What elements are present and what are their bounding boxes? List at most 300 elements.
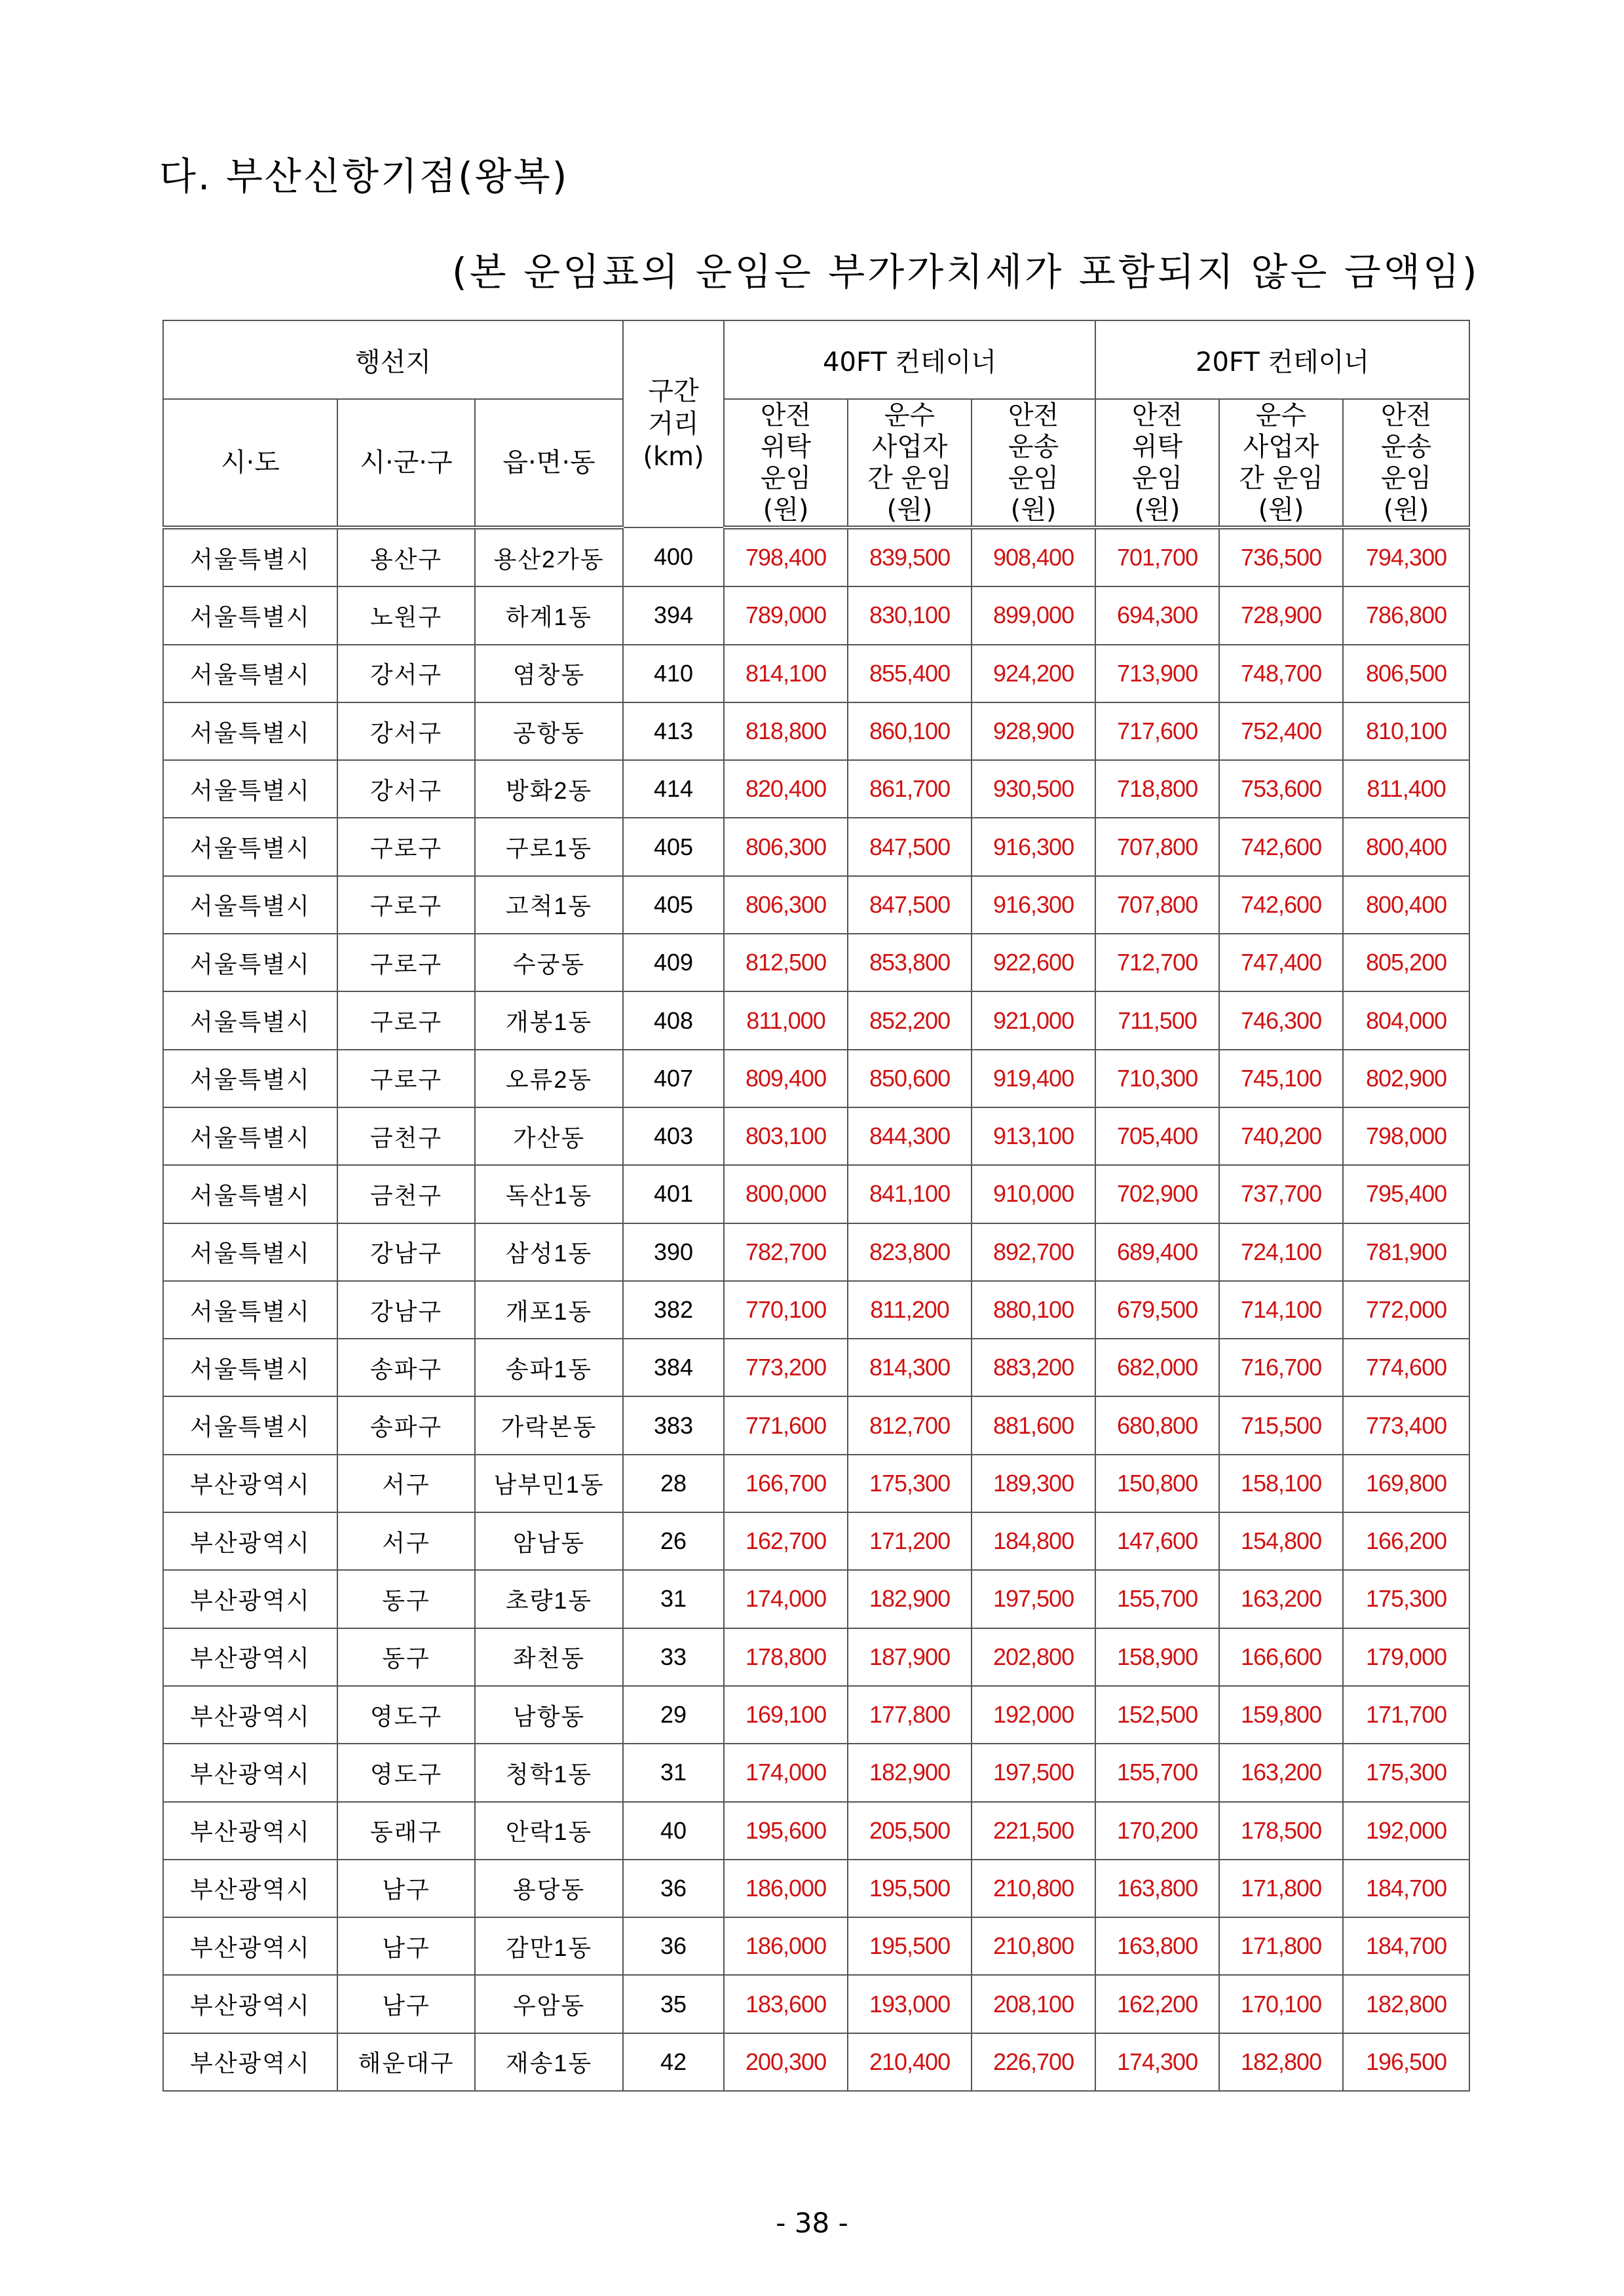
distance-cell: 40 [623,1802,724,1860]
rate-40ft-safe-transport-cell: 189,300 [972,1455,1095,1512]
sigungu-cell: 구로구 [337,991,475,1049]
sido-cell: 서울특별시 [163,1281,337,1339]
eupmyeondong-cell: 남항동 [475,1686,623,1744]
sigungu-cell: 남구 [337,1917,475,1975]
sido-cell: 부산광역시 [163,1802,337,1860]
rate-40ft-carrier-cell: 187,900 [848,1628,972,1686]
header-40ft-safe-consign-rate [724,399,848,527]
rate-20ft-safe-transport-cell: 810,100 [1343,702,1469,760]
sigungu-cell: 금천구 [337,1165,475,1223]
rate-40ft-carrier-cell: 853,800 [848,934,972,991]
rate-40ft-carrier-cell: 847,500 [848,876,972,934]
rate-20ft-safe-transport-cell: 805,200 [1343,934,1469,991]
sigungu-cell: 동래구 [337,1802,475,1860]
rate-40ft-safe-consign-cell: 186,000 [724,1860,848,1917]
rate-40ft-safe-consign-cell: 195,600 [724,1802,848,1860]
rate-20ft-safe-consign-cell: 713,900 [1095,645,1219,702]
rate-40ft-safe-transport-cell: 908,400 [972,527,1095,586]
rate-20ft-safe-transport-cell: 786,800 [1343,586,1469,644]
eupmyeondong-cell: 송파1동 [475,1339,623,1396]
rate-40ft-safe-transport-cell: 226,700 [972,2033,1095,2091]
rate-40ft-safe-transport-cell: 210,800 [972,1917,1095,1975]
distance-cell: 382 [623,1281,724,1339]
table-row [163,1802,1469,1860]
rate-40ft-safe-consign-cell: 162,700 [724,1512,848,1570]
header-line: 간 운임 [867,463,952,493]
sigungu-cell: 구로구 [337,876,475,934]
rate-40ft-safe-transport-cell: 197,500 [972,1744,1095,1801]
table-row [163,1628,1469,1686]
rate-20ft-safe-consign-cell: 680,800 [1095,1396,1219,1454]
rate-40ft-carrier-cell: 177,800 [848,1686,972,1744]
header-line: (원) [1258,495,1304,525]
rate-20ft-safe-transport-cell: 182,800 [1343,1975,1469,2033]
rate-40ft-safe-consign-cell: 800,000 [724,1165,848,1223]
header-40ft-safe-transport-rate [972,399,1095,527]
sigungu-cell: 강남구 [337,1223,475,1281]
rate-20ft-carrier-cell: 745,100 [1219,1050,1343,1107]
rate-20ft-carrier-cell: 170,100 [1219,1975,1343,2033]
table-row [163,1281,1469,1339]
table-row [163,1975,1469,2033]
distance-cell: 409 [623,934,724,991]
distance-cell: 405 [623,876,724,934]
rate-40ft-carrier-cell: 182,900 [848,1744,972,1801]
table-row [163,934,1469,991]
table-row [163,1860,1469,1917]
rate-40ft-carrier-cell: 841,100 [848,1165,972,1223]
distance-cell: 35 [623,1975,724,2033]
eupmyeondong-cell: 독산1동 [475,1165,623,1223]
sido-cell: 서울특별시 [163,645,337,702]
sigungu-cell: 구로구 [337,818,475,875]
rate-40ft-safe-transport-cell: 922,600 [972,934,1095,991]
rate-20ft-safe-consign-cell: 707,800 [1095,876,1219,934]
vat-note: (본 운임표의 운임은 부가가치세가 포함되지 않은 금액임) [452,250,1480,294]
rate-40ft-safe-transport-cell: 919,400 [972,1050,1095,1107]
rate-40ft-carrier-cell: 171,200 [848,1512,972,1570]
rate-40ft-carrier-cell: 860,100 [848,702,972,760]
sido-cell: 서울특별시 [163,876,337,934]
rate-20ft-safe-consign-cell: 162,200 [1095,1975,1219,2033]
eupmyeondong-cell: 용당동 [475,1860,623,1917]
rate-40ft-safe-consign-cell: 178,800 [724,1628,848,1686]
header-line: 운송 [1380,432,1432,462]
rate-40ft-safe-transport-cell: 184,800 [972,1512,1095,1570]
eupmyeondong-cell: 삼성1동 [475,1223,623,1281]
rate-40ft-carrier-cell: 175,300 [848,1455,972,1512]
rate-20ft-safe-consign-cell: 174,300 [1095,2033,1219,2091]
header-line: (원) [1134,495,1180,525]
rate-20ft-safe-transport-cell: 804,000 [1343,991,1469,1049]
rate-20ft-carrier-cell: 171,800 [1219,1860,1343,1917]
header-distance-line: 거리 [648,409,699,439]
distance-cell: 28 [623,1455,724,1512]
sido-cell: 서울특별시 [163,760,337,818]
rate-40ft-safe-consign-cell: 811,000 [724,991,848,1049]
distance-cell: 383 [623,1396,724,1454]
rate-20ft-carrier-cell: 746,300 [1219,991,1343,1049]
rate-20ft-carrier-cell: 742,600 [1219,876,1343,934]
rate-20ft-carrier-cell: 171,800 [1219,1917,1343,1975]
table-row [163,1339,1469,1396]
rate-20ft-safe-consign-cell: 155,700 [1095,1570,1219,1628]
header-line: 운송 [1008,432,1059,462]
table-row [163,702,1469,760]
rate-40ft-safe-transport-cell: 197,500 [972,1570,1095,1628]
rate-40ft-carrier-cell: 210,400 [848,2033,972,2091]
distance-cell: 31 [623,1570,724,1628]
rate-20ft-carrier-cell: 163,200 [1219,1744,1343,1801]
sido-cell: 서울특별시 [163,1050,337,1107]
table-row [163,1050,1469,1107]
sigungu-cell: 구로구 [337,934,475,991]
sido-cell: 서울특별시 [163,934,337,991]
rate-20ft-safe-transport-cell: 794,300 [1343,527,1469,586]
sido-cell: 서울특별시 [163,1339,337,1396]
sigungu-cell: 송파구 [337,1339,475,1396]
distance-cell: 390 [623,1223,724,1281]
header-line: (원) [1383,495,1429,525]
rate-20ft-safe-transport-cell: 192,000 [1343,1802,1469,1860]
header-line: 위탁 [1131,432,1183,462]
sigungu-cell: 동구 [337,1570,475,1628]
rate-20ft-carrier-cell: 715,500 [1219,1396,1343,1454]
distance-cell: 36 [623,1860,724,1917]
rate-20ft-safe-transport-cell: 171,700 [1343,1686,1469,1744]
header-sigungu: 시·군·구 [337,399,475,527]
sido-cell: 부산광역시 [163,1917,337,1975]
sigungu-cell: 동구 [337,1628,475,1686]
rate-20ft-safe-transport-cell: 795,400 [1343,1165,1469,1223]
rate-20ft-safe-transport-cell: 175,300 [1343,1744,1469,1801]
sido-cell: 부산광역시 [163,1570,337,1628]
eupmyeondong-cell: 방화2동 [475,760,623,818]
rate-20ft-carrier-cell: 178,500 [1219,1802,1343,1860]
header-40ft-carrier-rate [848,399,972,527]
rate-20ft-safe-transport-cell: 179,000 [1343,1628,1469,1686]
rate-40ft-safe-consign-cell: 174,000 [724,1570,848,1628]
sido-cell: 서울특별시 [163,1165,337,1223]
eupmyeondong-cell: 공항동 [475,702,623,760]
eupmyeondong-cell: 수궁동 [475,934,623,991]
rate-40ft-carrier-cell: 847,500 [848,818,972,875]
rate-40ft-safe-consign-cell: 186,000 [724,1917,848,1975]
rate-40ft-safe-consign-cell: 812,500 [724,934,848,991]
table-row [163,876,1469,934]
rate-40ft-carrier-cell: 830,100 [848,586,972,644]
eupmyeondong-cell: 구로1동 [475,818,623,875]
sido-cell: 서울특별시 [163,1396,337,1454]
sigungu-cell: 남구 [337,1975,475,2033]
distance-cell: 408 [623,991,724,1049]
rate-40ft-safe-consign-cell: 818,800 [724,702,848,760]
header-line: 간 운임 [1239,463,1323,493]
rate-40ft-safe-consign-cell: 174,000 [724,1744,848,1801]
header-line: 안전 [1380,400,1432,430]
distance-cell: 410 [623,645,724,702]
eupmyeondong-cell: 가산동 [475,1107,623,1165]
rate-20ft-safe-transport-cell: 169,800 [1343,1455,1469,1512]
sigungu-cell: 강서구 [337,702,475,760]
rate-40ft-safe-transport-cell: 924,200 [972,645,1095,702]
eupmyeondong-cell: 개봉1동 [475,991,623,1049]
rate-20ft-carrier-cell: 724,100 [1219,1223,1343,1281]
rate-20ft-carrier-cell: 154,800 [1219,1512,1343,1570]
table-row [163,1223,1469,1281]
sigungu-cell: 구로구 [337,1050,475,1107]
rate-40ft-safe-consign-cell: 806,300 [724,876,848,934]
rate-40ft-carrier-cell: 844,300 [848,1107,972,1165]
rate-table-container [162,320,1469,2092]
rate-40ft-safe-consign-cell: 798,400 [724,527,848,586]
sigungu-cell: 송파구 [337,1396,475,1454]
sigungu-cell: 영도구 [337,1744,475,1801]
rate-20ft-carrier-cell: 166,600 [1219,1628,1343,1686]
table-row [163,1570,1469,1628]
sido-cell: 서울특별시 [163,702,337,760]
table-row [163,1744,1469,1801]
rate-40ft-carrier-cell: 205,500 [848,1802,972,1860]
header-line: 사업자 [1243,432,1319,462]
table-row [163,1512,1469,1570]
header-line: 운임 [1008,463,1059,493]
rate-20ft-safe-transport-cell: 781,900 [1343,1223,1469,1281]
distance-cell: 29 [623,1686,724,1744]
table-row [163,1165,1469,1223]
table-row [163,586,1469,644]
rate-20ft-safe-transport-cell: 772,000 [1343,1281,1469,1339]
rate-40ft-carrier-cell: 850,600 [848,1050,972,1107]
rate-20ft-carrier-cell: 728,900 [1219,586,1343,644]
rate-40ft-safe-consign-cell: 773,200 [724,1339,848,1396]
freight-rate-table [162,320,1470,2092]
header-destination: 행선지 [163,320,623,399]
distance-cell: 407 [623,1050,724,1107]
eupmyeondong-cell: 가락본동 [475,1396,623,1454]
rate-20ft-safe-transport-cell: 184,700 [1343,1860,1469,1917]
header-20ft-container: 20FT 컨테이너 [1095,320,1469,399]
table-row [163,818,1469,875]
header-line: 운임 [760,463,812,493]
rate-40ft-safe-transport-cell: 930,500 [972,760,1095,818]
rate-40ft-safe-transport-cell: 916,300 [972,876,1095,934]
sido-cell: 부산광역시 [163,1975,337,2033]
sigungu-cell: 서구 [337,1512,475,1570]
rate-20ft-safe-consign-cell: 163,800 [1095,1860,1219,1917]
rate-20ft-safe-consign-cell: 170,200 [1095,1802,1219,1860]
rate-20ft-safe-consign-cell: 155,700 [1095,1744,1219,1801]
eupmyeondong-cell: 염창동 [475,645,623,702]
rate-20ft-carrier-cell: 748,700 [1219,645,1343,702]
rate-20ft-safe-consign-cell: 679,500 [1095,1281,1219,1339]
rate-40ft-safe-transport-cell: 881,600 [972,1396,1095,1454]
header-line: 사업자 [871,432,948,462]
sigungu-cell: 서구 [337,1455,475,1512]
rate-20ft-safe-consign-cell: 710,300 [1095,1050,1219,1107]
rate-20ft-safe-consign-cell: 717,600 [1095,702,1219,760]
rate-20ft-safe-transport-cell: 806,500 [1343,645,1469,702]
rate-40ft-carrier-cell: 814,300 [848,1339,972,1396]
sido-cell: 부산광역시 [163,1455,337,1512]
sido-cell: 서울특별시 [163,527,337,586]
distance-cell: 401 [623,1165,724,1223]
rate-40ft-safe-transport-cell: 880,100 [972,1281,1095,1339]
rate-20ft-safe-consign-cell: 701,700 [1095,527,1219,586]
eupmyeondong-cell: 청학1동 [475,1744,623,1801]
rate-40ft-safe-consign-cell: 169,100 [724,1686,848,1744]
rate-40ft-carrier-cell: 823,800 [848,1223,972,1281]
table-row [163,760,1469,818]
distance-cell: 413 [623,702,724,760]
rate-20ft-safe-consign-cell: 147,600 [1095,1512,1219,1570]
rate-20ft-carrier-cell: 736,500 [1219,527,1343,586]
header-20ft-safe-transport-rate [1343,399,1469,527]
rate-40ft-safe-consign-cell: 806,300 [724,818,848,875]
sigungu-cell: 금천구 [337,1107,475,1165]
sido-cell: 부산광역시 [163,1628,337,1686]
sigungu-cell: 노원구 [337,586,475,644]
rate-40ft-safe-transport-cell: 202,800 [972,1628,1095,1686]
rate-40ft-safe-consign-cell: 820,400 [724,760,848,818]
header-distance-line: 구간 [648,376,699,406]
distance-cell: 394 [623,586,724,644]
header-40ft-container: 40FT 컨테이너 [724,320,1095,399]
rate-20ft-safe-transport-cell: 196,500 [1343,2033,1469,2091]
sido-cell: 부산광역시 [163,1744,337,1801]
rate-40ft-carrier-cell: 861,700 [848,760,972,818]
page-number: - 38 - [776,2207,848,2239]
table-row [163,1917,1469,1975]
rate-20ft-safe-transport-cell: 811,400 [1343,760,1469,818]
eupmyeondong-cell: 오류2동 [475,1050,623,1107]
sido-cell: 부산광역시 [163,1512,337,1570]
rate-40ft-safe-consign-cell: 782,700 [724,1223,848,1281]
rate-20ft-carrier-cell: 163,200 [1219,1570,1343,1628]
header-line: 안전 [760,400,812,430]
eupmyeondong-cell: 하계1동 [475,586,623,644]
eupmyeondong-cell: 초량1동 [475,1570,623,1628]
rate-40ft-safe-transport-cell: 208,100 [972,1975,1095,2033]
sigungu-cell: 강서구 [337,645,475,702]
rate-20ft-carrier-cell: 740,200 [1219,1107,1343,1165]
header-20ft-carrier-rate [1219,399,1343,527]
rate-40ft-safe-transport-cell: 192,000 [972,1686,1095,1744]
table-row [163,1455,1469,1512]
rate-40ft-carrier-cell: 812,700 [848,1396,972,1454]
sido-cell: 서울특별시 [163,818,337,875]
rate-40ft-safe-transport-cell: 921,000 [972,991,1095,1049]
rate-40ft-safe-consign-cell: 183,600 [724,1975,848,2033]
table-row [163,1107,1469,1165]
rate-20ft-safe-consign-cell: 150,800 [1095,1455,1219,1512]
distance-cell: 31 [623,1744,724,1801]
rate-20ft-safe-transport-cell: 773,400 [1343,1396,1469,1454]
eupmyeondong-cell: 남부민1동 [475,1455,623,1512]
rate-20ft-carrier-cell: 158,100 [1219,1455,1343,1512]
rate-20ft-carrier-cell: 737,700 [1219,1165,1343,1223]
header-distance [623,320,724,527]
header-line: 운임 [1380,463,1432,493]
rate-40ft-carrier-cell: 195,500 [848,1860,972,1917]
rate-40ft-safe-consign-cell: 814,100 [724,645,848,702]
sigungu-cell: 영도구 [337,1686,475,1744]
header-line: (원) [1010,495,1057,525]
eupmyeondong-cell: 좌천동 [475,1628,623,1686]
rate-20ft-carrier-cell: 159,800 [1219,1686,1343,1744]
header-line: (원) [763,495,809,525]
rate-40ft-safe-consign-cell: 789,000 [724,586,848,644]
header-line: 운수 [1255,400,1307,430]
table-row [163,645,1469,702]
eupmyeondong-cell: 감만1동 [475,1917,623,1975]
table-body [163,527,1469,2091]
sido-cell: 서울특별시 [163,1107,337,1165]
rate-20ft-safe-consign-cell: 712,700 [1095,934,1219,991]
rate-40ft-carrier-cell: 852,200 [848,991,972,1049]
rate-40ft-safe-consign-cell: 200,300 [724,2033,848,2091]
rate-20ft-carrier-cell: 714,100 [1219,1281,1343,1339]
rate-20ft-safe-transport-cell: 800,400 [1343,876,1469,934]
distance-cell: 400 [623,527,724,586]
rate-20ft-safe-consign-cell: 682,000 [1095,1339,1219,1396]
sigungu-cell: 강남구 [337,1281,475,1339]
distance-cell: 42 [623,2033,724,2091]
rate-20ft-safe-consign-cell: 152,500 [1095,1686,1219,1744]
rate-40ft-safe-consign-cell: 770,100 [724,1281,848,1339]
header-line: (원) [886,495,933,525]
distance-cell: 414 [623,760,724,818]
rate-20ft-safe-transport-cell: 798,000 [1343,1107,1469,1165]
rate-40ft-safe-transport-cell: 221,500 [972,1802,1095,1860]
sido-cell: 서울특별시 [163,991,337,1049]
rate-40ft-safe-transport-cell: 892,700 [972,1223,1095,1281]
sido-cell: 부산광역시 [163,2033,337,2091]
rate-20ft-carrier-cell: 716,700 [1219,1339,1343,1396]
distance-cell: 405 [623,818,724,875]
sido-cell: 서울특별시 [163,1223,337,1281]
rate-20ft-safe-consign-cell: 718,800 [1095,760,1219,818]
distance-cell: 33 [623,1628,724,1686]
rate-20ft-carrier-cell: 752,400 [1219,702,1343,760]
table-row [163,991,1469,1049]
rate-40ft-safe-transport-cell: 899,000 [972,586,1095,644]
rate-20ft-safe-consign-cell: 707,800 [1095,818,1219,875]
eupmyeondong-cell: 우암동 [475,1975,623,2033]
table-row [163,1396,1469,1454]
header-line: 안전 [1131,400,1183,430]
rate-40ft-carrier-cell: 811,200 [848,1281,972,1339]
rate-20ft-safe-consign-cell: 711,500 [1095,991,1219,1049]
table-row [163,1686,1469,1744]
sido-cell: 부산광역시 [163,1860,337,1917]
rate-40ft-carrier-cell: 855,400 [848,645,972,702]
rate-20ft-safe-consign-cell: 689,400 [1095,1223,1219,1281]
eupmyeondong-cell: 개포1동 [475,1281,623,1339]
rate-20ft-carrier-cell: 747,400 [1219,934,1343,991]
rate-40ft-safe-consign-cell: 809,400 [724,1050,848,1107]
rate-20ft-carrier-cell: 742,600 [1219,818,1343,875]
rate-20ft-safe-transport-cell: 184,700 [1343,1917,1469,1975]
rate-40ft-safe-transport-cell: 928,900 [972,702,1095,760]
rate-20ft-safe-consign-cell: 158,900 [1095,1628,1219,1686]
rate-40ft-carrier-cell: 182,900 [848,1570,972,1628]
rate-20ft-safe-consign-cell: 694,300 [1095,586,1219,644]
distance-cell: 384 [623,1339,724,1396]
rate-40ft-safe-consign-cell: 803,100 [724,1107,848,1165]
sigungu-cell: 강서구 [337,760,475,818]
rate-40ft-safe-transport-cell: 913,100 [972,1107,1095,1165]
